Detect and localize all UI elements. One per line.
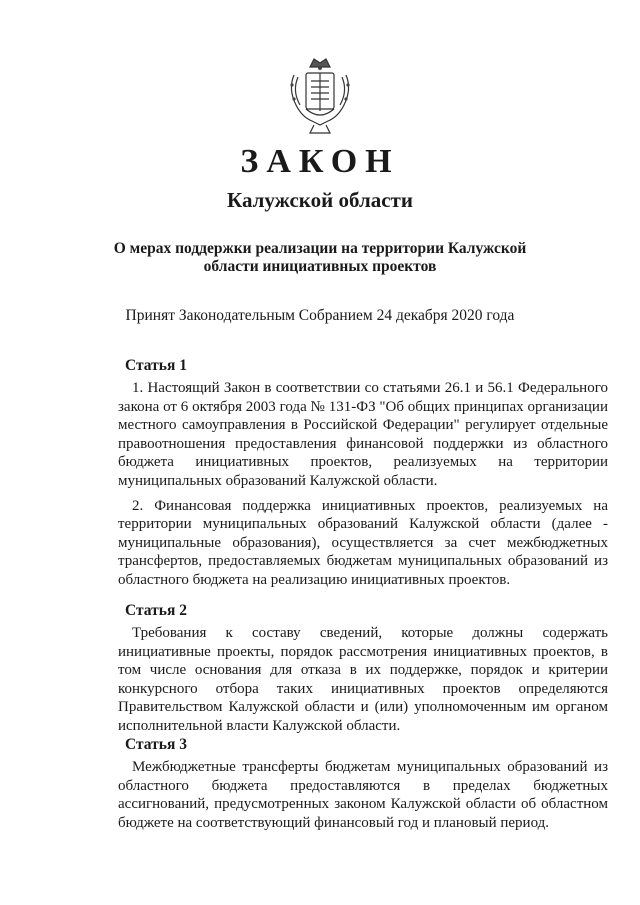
region-name: Калужской области xyxy=(227,188,413,212)
article-paragraph: 1. Настоящий Закон в соответствии со статьями 26.1 и 56.1 Федерального закона от 6 октября 2003 года № 131-ФЗ "Об общих принципах организации местного самоуправления в Российской Федерации" регулирует отдельные правоотношения предоставления финансовой поддержки из областного бюджета инициативных проектов, реализуемых на территории муниципальных образований Калужской области. xyxy=(118,380,608,489)
article-paragraph: Требования к составу сведений, которые должны содержать инициативные проекты, порядок рассмотрения инициативных проектов, в том числе основания для отказа в их поддержке, порядок и критерии конкурсного отбора таких инициативных проектов определяются Правительством Калужской области и (или) уполномоченным им органом исполнительной власти Калужской области. xyxy=(118,625,608,734)
article-2 xyxy=(118,602,608,742)
law-name: О мерах поддержки реализации на территории Калужской области инициативных проектов xyxy=(113,240,527,275)
law-title: ЗАКОН xyxy=(240,143,400,180)
article-paragraph: 2. Финансовая поддержка инициативных проектов, реализуемых на территории муниципальных образований Калужской области (далее - муниципальные образования), осуществляется за счет межбюджетных трансфертов, предоставляемых бюджетам муниципальных образований из областного бюджета на реализацию инициативных проектов. xyxy=(118,497,608,588)
article-3 xyxy=(118,736,608,838)
adoption-statement: Принят Законодательным Собранием 24 декабря 2020 года xyxy=(125,307,515,324)
article-heading: Статья 3 xyxy=(125,736,187,753)
coat-of-arms-icon xyxy=(284,55,356,137)
article-1 xyxy=(118,357,608,596)
article-heading: Статья 1 xyxy=(125,357,187,374)
article-paragraph: Межбюджетные трансферты бюджетам муниципальных образований из областного бюджета предоставляются в пределах бюджетных ассигнований, предусмотренных законом Калужской области об областном бюджете на соответствующий финансовый год и плановый период. xyxy=(118,759,608,831)
article-heading: Статья 2 xyxy=(125,602,187,619)
